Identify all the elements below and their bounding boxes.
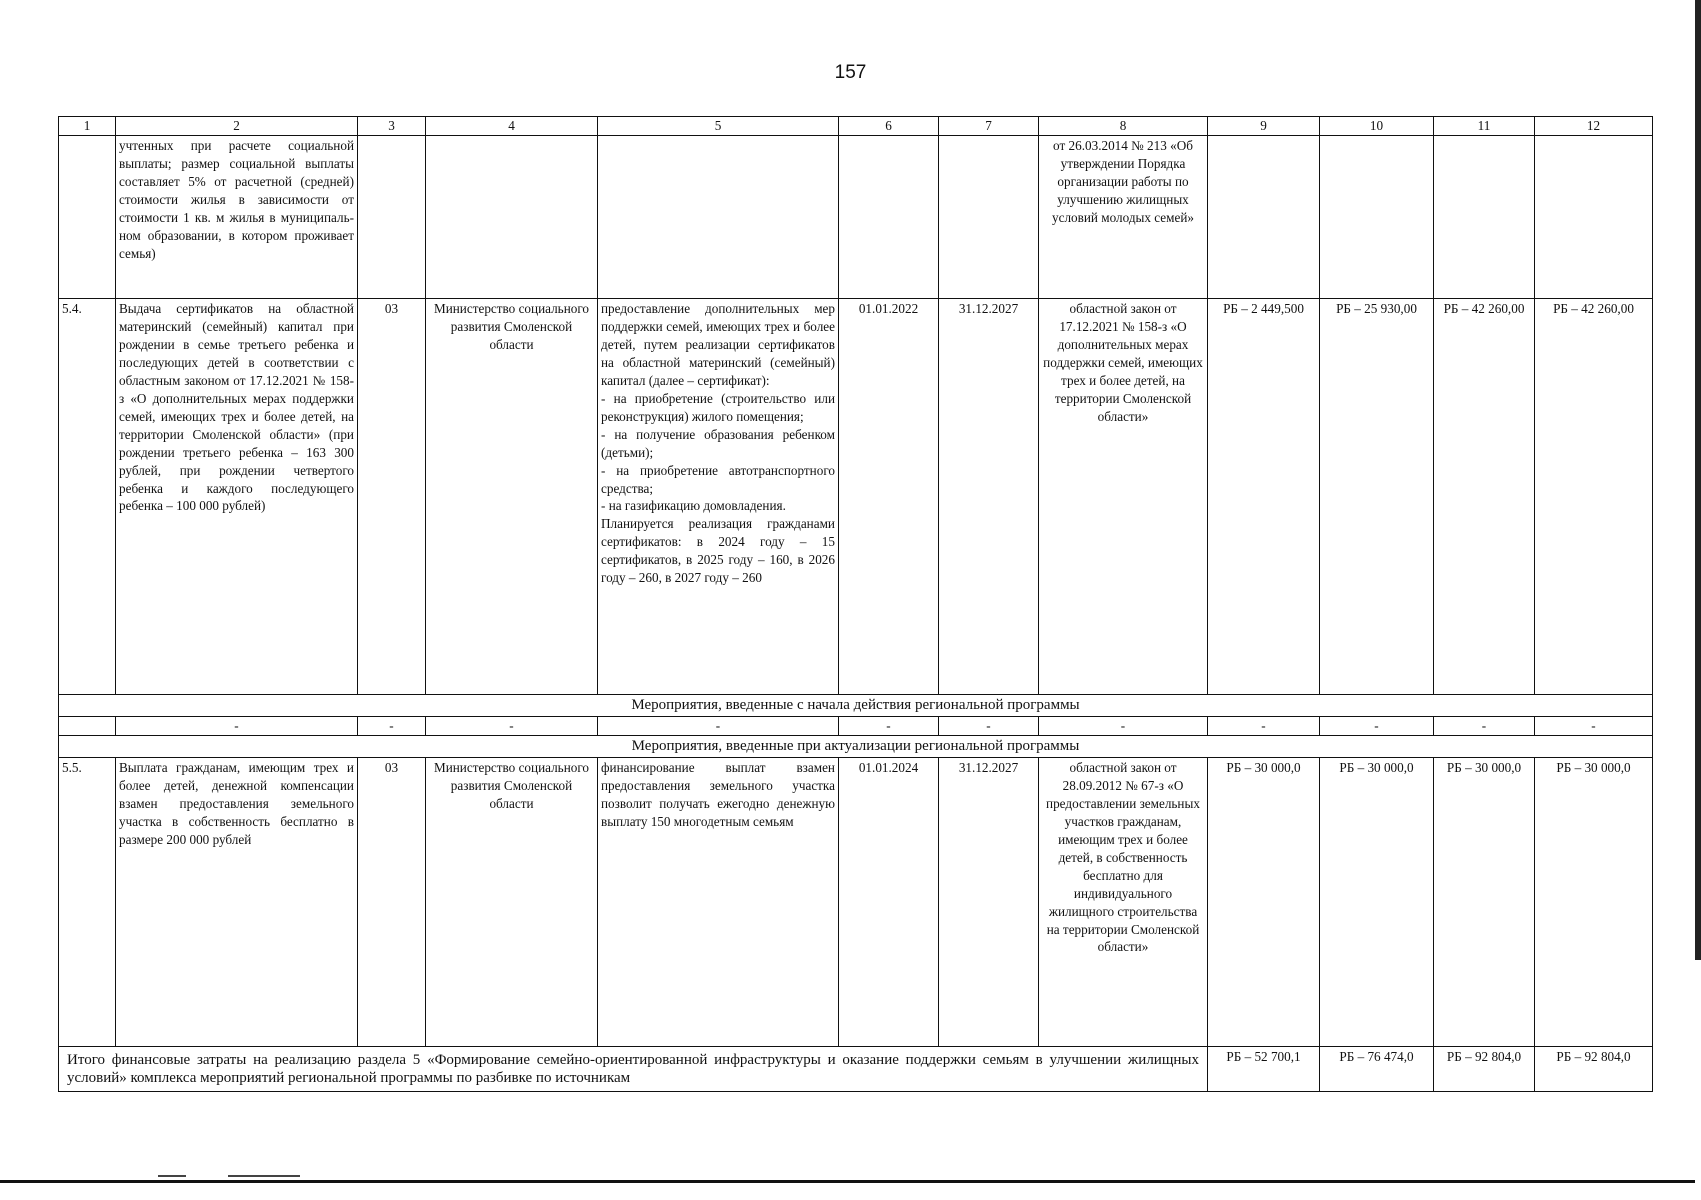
- section-update-row: [59, 735, 1653, 757]
- column-number: 7: [939, 117, 1039, 136]
- measure-description: Выдача сертификатов на областной материнский (семейный) капитал при рождении в семье третьего ребенка и последующих детей в соответствии с областным законом от 17.12.2021 № 158-з «О дополнительных мерах поддержки семей, имеющих трех и более детей, на территории Смоленской области» (при рождении третьего ребенка – 163 300 рублей, при рождении четвертого ребенка и каждого последующего ребенка – 100 000 рублей): [116, 299, 358, 695]
- row-5-4: [59, 299, 1653, 695]
- end-date: 31.12.2027: [939, 757, 1039, 1046]
- legal-basis: областной закон от 28.09.2012 № 67-з «О предоставлении земельных участков гражданам, имеющим трех и более детей, в собственность бесплатно для индивидуального жилищного строительства на территории Смоленской области»: [1039, 757, 1208, 1046]
- column-number: 12: [1535, 117, 1653, 136]
- measure-executor: Министерство социального развития Смоленской области: [426, 299, 598, 695]
- dash-cell: -: [426, 717, 598, 736]
- total-label: Итого финансовые затраты на реализацию раздела 5 «Формирование семейно-ориентированной инфраструктуры и оказание поддержки семьям в улучшении жилищных условий» комплекса мероприятий региональной программы по разбивке по источникам: [59, 1046, 1208, 1091]
- funding-year-1: РБ – 30 000,0: [1208, 757, 1320, 1046]
- end-date: 31.12.2027: [939, 299, 1039, 695]
- dash-cell: -: [358, 717, 426, 736]
- measures-table: [58, 116, 1653, 1092]
- empty-dash-row: [59, 717, 1653, 736]
- measure-code: 03: [358, 299, 426, 695]
- measure-executor: Министерство социального развития Смоленской области: [426, 757, 598, 1046]
- page-bottom-rule: [0, 1180, 1701, 1183]
- dash-cell: -: [1320, 717, 1434, 736]
- funding-year-3: РБ – 30 000,0: [1434, 757, 1535, 1046]
- section-heading: Мероприятия, введенные при актуализации региональной программы: [59, 735, 1653, 757]
- dash-cell: -: [939, 717, 1039, 736]
- result-item: - на газификацию домовладения.: [601, 498, 786, 514]
- column-number: 2: [116, 117, 358, 136]
- dash-cell: -: [1434, 717, 1535, 736]
- dash-cell: -: [839, 717, 939, 736]
- start-date: 01.01.2022: [839, 299, 939, 695]
- legal-basis: областной закон от 17.12.2021 № 158-з «О дополнительных мерах поддержки семей, имеющих трех и более детей, на территории Смоленской области»: [1039, 299, 1208, 695]
- column-number: 9: [1208, 117, 1320, 136]
- result-item: - на приобретение автотранспортного средства;: [601, 462, 835, 496]
- section-initial-row: [59, 695, 1653, 717]
- funding-year-2: РБ – 25 930,00: [1320, 299, 1434, 695]
- measure-description: Выплата гражданам, имеющим трех и более детей, денежной компенсации взамен предоставления земельного участка в собственность бесплатно в размере 200 000 рублей: [116, 757, 358, 1046]
- start-date: 01.01.2024: [839, 757, 939, 1046]
- footer-mark: [158, 1175, 186, 1177]
- footer-mark: [228, 1175, 300, 1177]
- column-number: 1: [59, 117, 116, 136]
- dash-cell: -: [116, 717, 358, 736]
- dash-cell: -: [1535, 717, 1653, 736]
- total-year-2: РБ – 76 474,0: [1320, 1046, 1434, 1091]
- funding-year-3: РБ – 42 260,00: [1434, 299, 1535, 695]
- column-number: 8: [1039, 117, 1208, 136]
- funding-year-1: РБ – 2 449,500: [1208, 299, 1320, 695]
- column-number: 10: [1320, 117, 1434, 136]
- column-number-row: [59, 117, 1653, 136]
- funding-year-4: РБ – 42 260,00: [1535, 299, 1653, 695]
- dash-cell: -: [598, 717, 839, 736]
- column-number: 5: [598, 117, 839, 136]
- section-heading: Мероприятия, введенные с начала действия региональной программы: [59, 695, 1653, 717]
- result-item: - на приобретение (строительство или реконструкция) жилого помещения;: [601, 390, 835, 424]
- continuation-row: [59, 136, 1653, 299]
- continuation-basis: от 26.03.2014 № 213 «Об утверждении Порядка организации работы по улучшению жилищных условий молодых семей»: [1039, 136, 1208, 299]
- column-number: 4: [426, 117, 598, 136]
- measure-result: финансирование выплат взамен предоставления земельного участка позволит получать ежегодно денежную выплату 150 многодетным семьям: [598, 757, 839, 1046]
- column-number: 11: [1434, 117, 1535, 136]
- measure-result: [598, 299, 839, 695]
- total-year-3: РБ – 92 804,0: [1434, 1046, 1535, 1091]
- result-intro: предоставление дополнительных мер поддержки семей, имеющих трех и более детей, путем реализации сертификатов на областной материнский (семейный) капитал (далее – сертификат):: [601, 301, 835, 388]
- row-number: 5.4.: [59, 299, 116, 695]
- result-item: - на получение образования ребенком (детьми);: [601, 426, 835, 460]
- dash-cell: -: [1208, 717, 1320, 736]
- result-plan: Планируется реализация гражданами сертификатов: в 2024 году – 15 сертификатов, в 2025 году – 160, в 2026 году – 260, в 2027 году – 260: [601, 516, 835, 586]
- continuation-description: учтенных при расчете социальной выплаты; размер социальной выплаты составляет 5% от расчетной (средней) стоимости жилья в зависимости от стоимости 1 кв. м жилья в муниципаль-ном образовании, в котором проживает семья): [116, 136, 358, 299]
- column-number: 3: [358, 117, 426, 136]
- column-number: 6: [839, 117, 939, 136]
- funding-year-4: РБ – 30 000,0: [1535, 757, 1653, 1046]
- row-5-5: [59, 757, 1653, 1046]
- total-year-1: РБ – 52 700,1: [1208, 1046, 1320, 1091]
- page-number: 157: [834, 62, 867, 83]
- funding-year-2: РБ – 30 000,0: [1320, 757, 1434, 1046]
- row-number: 5.5.: [59, 757, 116, 1046]
- total-row: [59, 1046, 1653, 1091]
- dash-cell: -: [1039, 717, 1208, 736]
- total-year-4: РБ – 92 804,0: [1535, 1046, 1653, 1091]
- measure-code: 03: [358, 757, 426, 1046]
